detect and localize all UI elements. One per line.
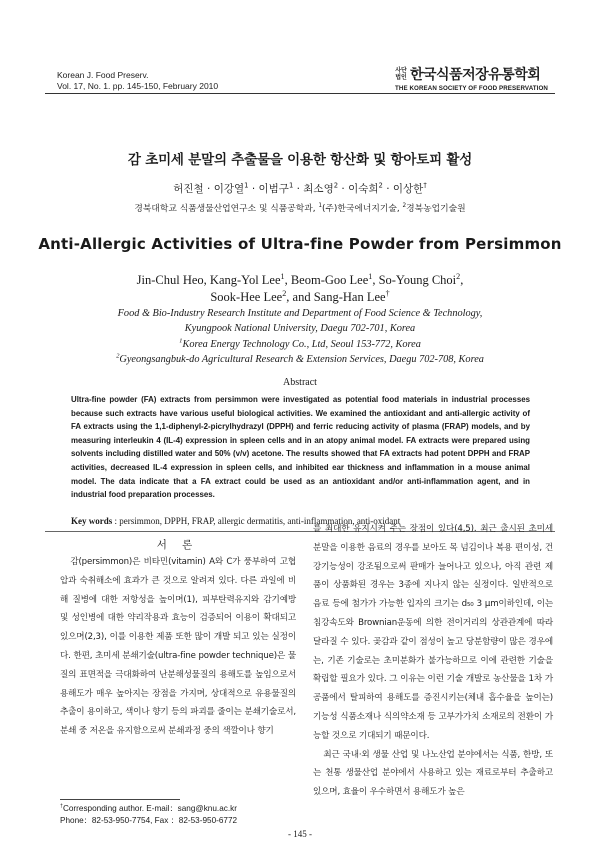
keywords-label: Key words — [71, 516, 113, 526]
affiliations-english: Food & Bio-Industry Research Institute and Department of Food Science & Technology, Kyungpook National University, Daegu 702-701, Korea $^1$Korea Energy Technology Co., Ltd, Seoul 153-772, Korea $^2$Gyeongsangbuk-do Agricultural Research & Extension Services, Daegu 702-708, Korea — [116, 308, 484, 365]
paper-title-korean: 감 초미세 분말의 추출물을 이용한 항산화 및 항아토피 활성 — [127, 152, 473, 168]
society-logo — [395, 64, 555, 92]
author-phone-fax: Phone：82-53-950-7754, Fax ：82-53-950-6772 — [60, 816, 238, 825]
body-column-right — [313, 520, 553, 802]
journal-name: Korean J. Food Preserv. — [57, 70, 149, 80]
abstract-heading: Abstract — [283, 377, 317, 388]
footnote-divider — [60, 799, 180, 800]
body-column-left — [60, 553, 296, 741]
journal-volume: Vol. 17, No. 1. pp. 145-150, February 2010 — [57, 81, 219, 91]
corresponding-author-footnote: †Corresponding author. E-mail：sang@knu.ac.kr Phone：82-53-950-7754, Fax ：82-53-950-6772 — [60, 803, 238, 825]
paper-title-english: Anti-Allergic Activities of Ultra-fine Powder from Persimmon — [38, 235, 562, 253]
society-name-en: THE KOREAN SOCIETY OF FOOD PRESERVATION — [395, 85, 548, 92]
header-divider — [45, 93, 555, 94]
authors-korean: 허진철 · 이강열$^1$ · 이범구$^1$ · 최소영$^2$ · 이숙희$^2$ · 이상한† — [173, 181, 427, 195]
keywords-list: : persimmon, DPPH, FRAP, allergic dermatitis, anti-inflammation, anti-oxidant — [114, 516, 401, 526]
society-mark: 사단법인 — [395, 67, 407, 81]
paragraph: 감(persimmon)은 비타민(vitamin) A와 C가 풍부하여 고협압과 숙취해소에 효과가 큰 것으로 알려져 있다. 다른 과일에 비해 질병에 대한 저항성을 높이며(1), 피부탄력유지와 감기예방 및 성인병에 대한 약리작용과 효능이 검증되어 이용이 확대되고 있으며(2,3), 이를 이용한 제품 또한 많이 개발 되고 있는 실정이다. 한편, 초미세 분쇄기술(ultra-fine powder technique)은 물질의 표면적을 극대화하여 난분해성물질의 용해도를 높임으로서 용해도가 매우 높아지는 장점을 가지며, 상대적으로 유용물질의 추출이 용이하고, 색이나 향기 등의 파괴를 줄이는 분쇄기술로서, 분쇄 중 저온을 유지함으로써 분쇄과정 중의 색깔이나 향기 — [60, 557, 296, 737]
paragraph: 최근 국내·외 생물 산업 및 나노산업 분야에서는 식품, 한방, 또는 천통 생물산업 분야에서 사용하고 있는 재료로부터 추출하고 있으며, 효율이 우수하면서 용해도가 높은 — [313, 749, 553, 798]
authors-english: Jin-Chul Heo, Kang-Yol Lee$^1$, Beom-Goo Lee$^1$, So-Young Choi$^2$, Sook-Hee Lee$^2$, and Sang-Han Lee† — [136, 271, 464, 304]
paragraph: 를 최대한 유지시켜 주는 장점이 있다(4,5). 최근 출시된 초미세 분말을 이용한 음료의 경우를 보아도 목 넘김이나 복용 편이성, 건강기능성이 강조됨으로써 판매가 늘어나고 있으나, 아직 관련 제품이 상품화된 경우는 3종에 지나지 않는 실정이다. 일반적으로 음료 등에 첨가가 가능한 입자의 크기는 d₅₀ 3 μm이하인데, 이는 침강속도와 Brownian운동에 의한 전이거리의 상관관계에 따라 달라질 수 있다. 곶감과 같이 점성이 높고 당분함량이 많은 경우에는, 기존 기술로는 초미분화가 불가능하므로 이에 관련한 기술을 확립할 필요가 있다. 그 이유는 이런 기술 개발로 농산물을 1차 가공품에서 탈피하여 용해도를 증진시키는(체내 흡수율을 높이는) 기능성 식품소재나 식의약소재 등 고부가가치 소재로의 전환이 가능할 것으로 기대되기 때문이다. — [313, 524, 553, 741]
page-number: - 145 - — [288, 829, 312, 839]
abstract-text: Ultra-fine powder (FA) extracts from persimmon were investigated as potential food materials in industrial processes because such extracts have various useful biological activities. We examined the antioxidant and anti-allergic activity of FA extracts using the 1,1-diphenyl-2-picrylhydrazyl (DPPH) and ferric reducing activity of plasma (FRAP) models, and by measuring interleukin 4 (IL-4) expression in spleen cells and in an atopy animal model. FA extracts were prepared using solvents including distilled water and 50% (v/v) acetone. The results showed that FA extracts had potent DPPH and FRAP activities, decreased IL-4 expression in spleen cells, and inhibited ear thickness and inflammation in a mouse animal model. The data indicate that a FA extract could be used as an antioxidant and/or anti-inflammation agent, and in industrial food preparation processes. — [71, 395, 530, 500]
journal-citation — [57, 70, 218, 92]
affiliations-korean: 경북대학교 식품생물산업연구소 및 식품공학과, $^1$(주)한국에너지기술, $^2$경북농업기술원 — [134, 203, 466, 214]
society-name: 한국식품저장유통학회 — [410, 67, 541, 83]
author-email: Corresponding author. E-mail：sang@knu.ac.kr — [62, 804, 237, 813]
section-heading-introduction: 서 론 — [156, 539, 199, 551]
